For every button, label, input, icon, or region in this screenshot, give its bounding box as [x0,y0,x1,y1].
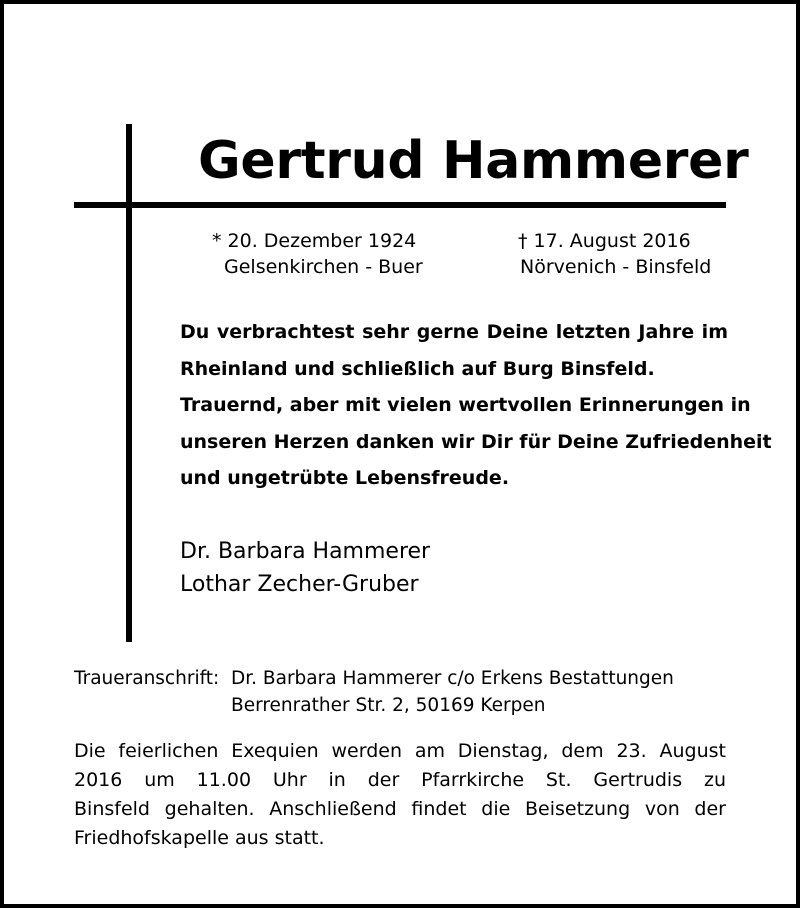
deceased-name: Gertrud Hammerer [198,131,749,191]
mourner-name: Lothar Zecher-Gruber [180,572,419,597]
verse-line: Rheinland und schließlich auf Burg Binsfeld. [180,357,655,380]
cross-horizontal-bar [74,202,726,208]
death-place: Nörvenich - Binsfeld [520,256,712,278]
service-line: Friedhofskapelle aus statt. [74,827,325,849]
birth-date: * 20. Dezember 1924 [212,230,417,252]
verse-line: unseren Herzen danken wir Dir für Deine Zufriedenheit [180,430,772,453]
verse-line: und ungetrübte Lebensfreude. [180,467,510,490]
service-line: 2016 um 11.00 Uhr in der Pfarrkirche St. Gertrudis zu [74,769,726,791]
verse-line: Trauernd, aber mit vielen wertvollen Erinnerungen in [180,394,751,417]
death-date: † 17. August 2016 [518,230,691,252]
birth-place: Gelsenkirchen - Buer [224,256,423,278]
verse-line: Du verbrachtest sehr gerne Deine letzten Jahre im [180,321,728,343]
address-line-1: Dr. Barbara Hammerer c/o Erkens Bestattungen [231,668,674,689]
funeral-service-info [74,737,726,853]
death-info [518,228,711,280]
mourning-address [74,665,674,719]
address-line-2: Berrenrather Str. 2, 50169 Kerpen [231,695,546,716]
service-line: Die feierlichen Exequien werden am Dienstag, dem 23. August [74,740,726,762]
address-label: Traueranschrift: [74,668,220,689]
birth-info [212,228,423,280]
memorial-verse [180,314,772,497]
service-line: Binsfeld gehalten. Anschließend findet die Beisetzung von der [74,798,726,820]
mourner-name: Dr. Barbara Hammerer [180,539,431,564]
mourners-list [180,535,430,601]
